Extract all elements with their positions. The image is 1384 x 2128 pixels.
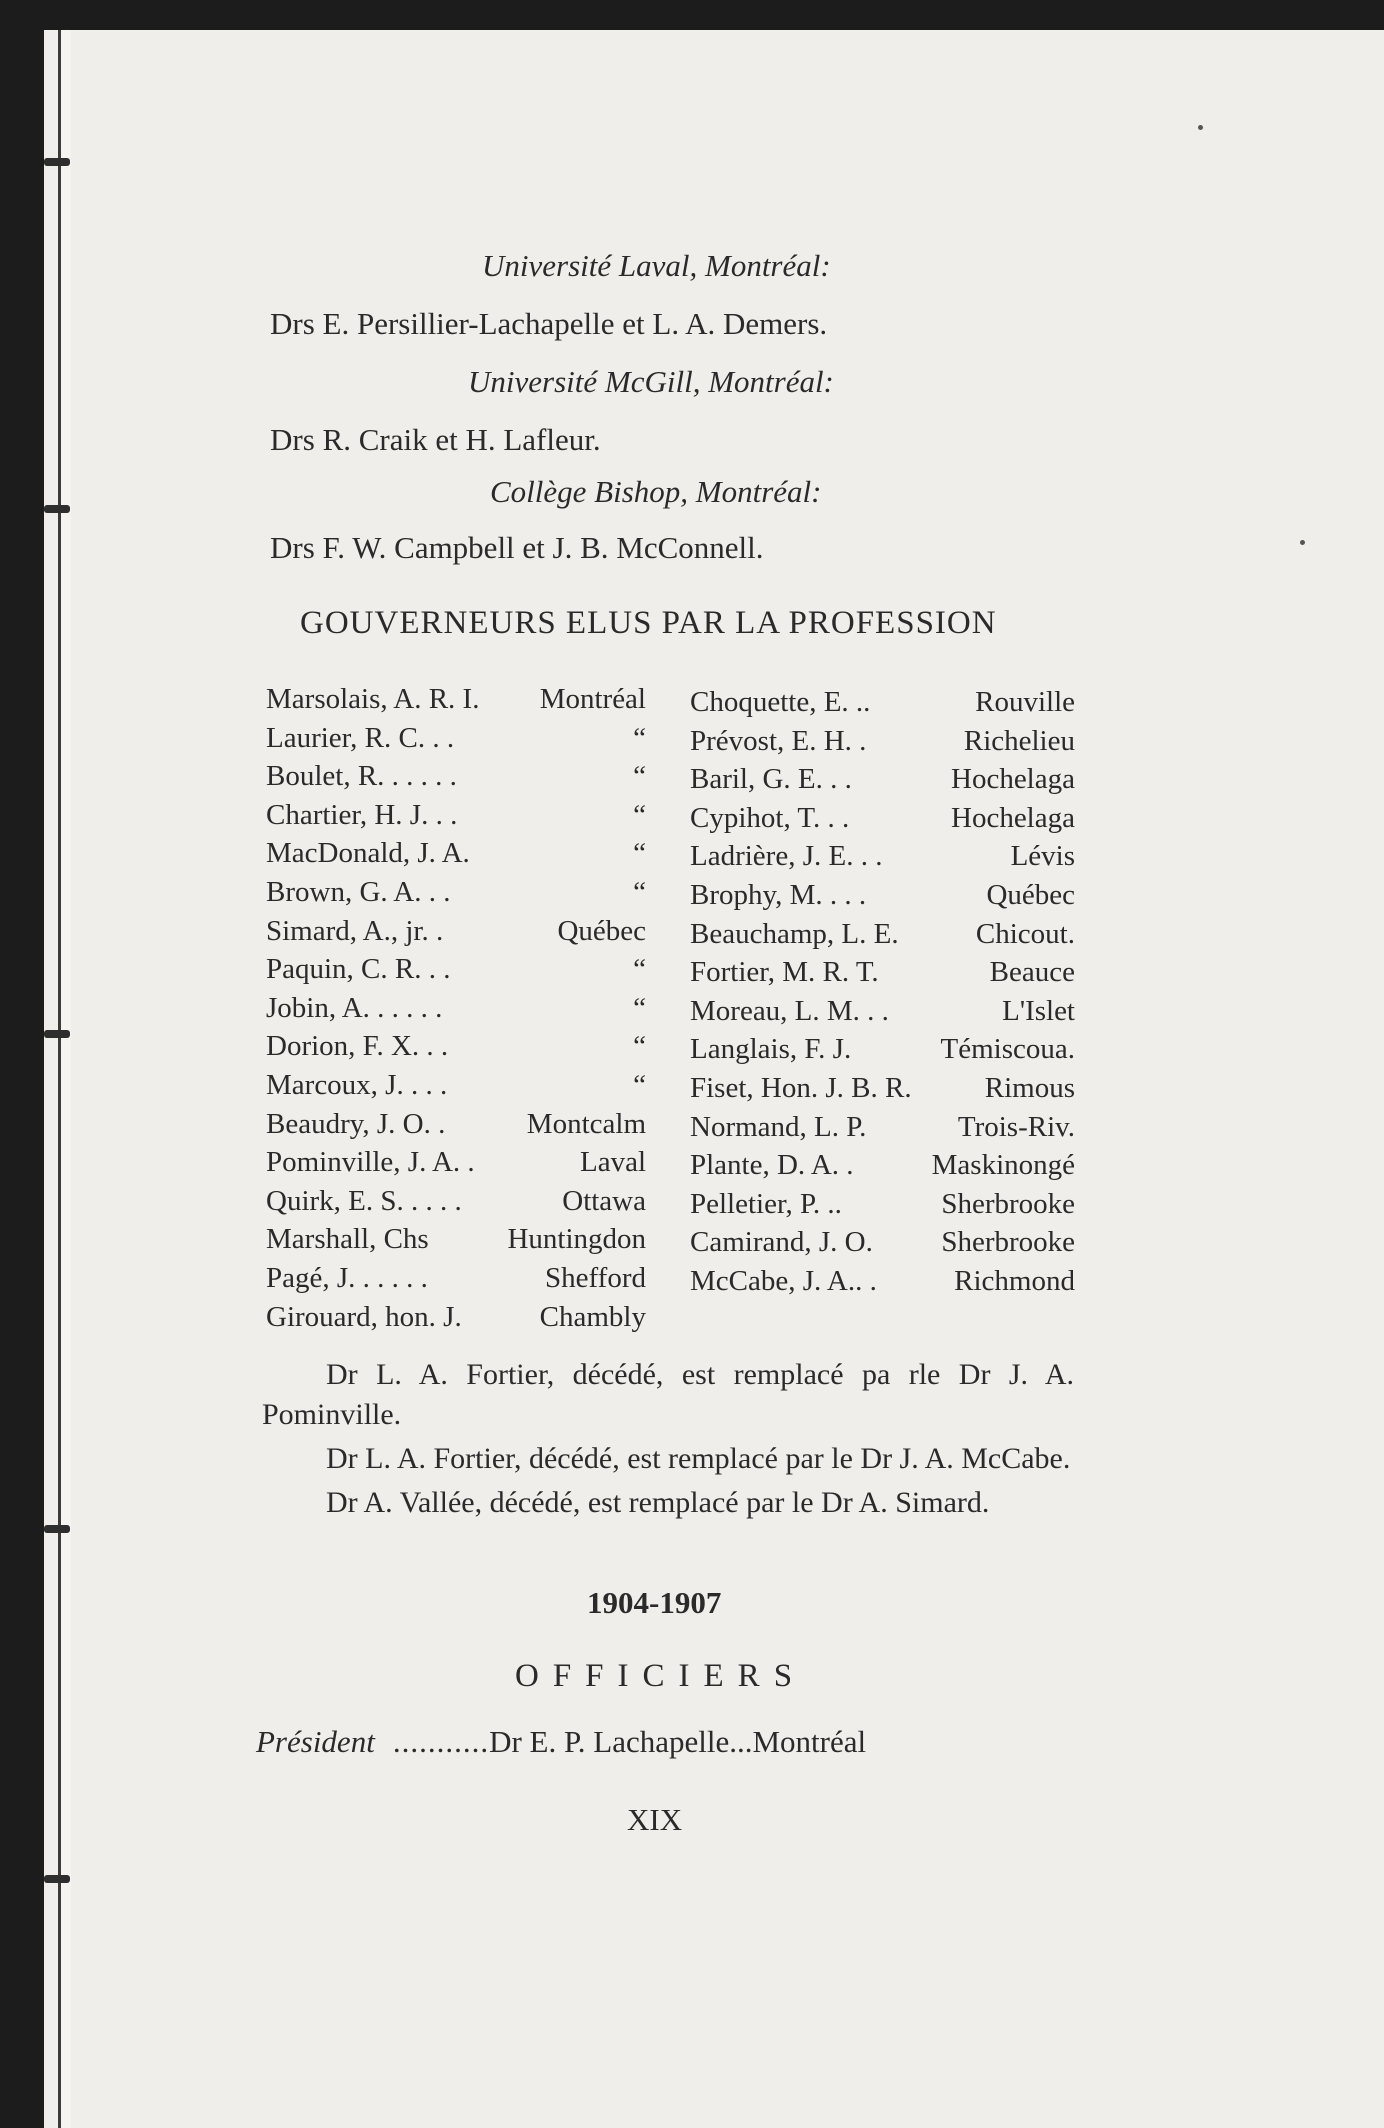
- governor-name: Moreau, L. M. . .: [690, 994, 889, 1027]
- governor-name: Paquin, C. R. . .: [266, 953, 451, 986]
- governor-row: [690, 722, 1075, 761]
- page-number: XIX: [627, 1802, 683, 1837]
- governors-heading: GOUVERNEURS ELUS PAR LA PROFESSION: [300, 605, 997, 641]
- governor-place: Hochelaga: [951, 763, 1075, 796]
- governor-row: [266, 1298, 646, 1337]
- governor-place: “: [633, 875, 646, 908]
- bishop-names: Drs F. W. Campbell et J. B. McConnell.: [270, 530, 764, 565]
- officers-heading: OFFICIERS: [515, 1658, 807, 1694]
- governor-row: [690, 683, 1075, 722]
- governor-place: Chicout.: [975, 917, 1075, 950]
- governor-name: Plante, D. A. .: [690, 1149, 854, 1182]
- replacement-note: Dr A. Vallée, décédé, est remplacé par le Dr A. Simard.: [326, 1486, 990, 1519]
- bishop-heading: Collège Bishop, Montréal:: [490, 474, 822, 509]
- governor-name: Ladrière, J. E. . .: [690, 840, 883, 873]
- governor-row: [266, 757, 646, 796]
- governor-row: [266, 1259, 646, 1298]
- governor-name: Jobin, A. . . . . .: [266, 991, 443, 1024]
- governor-place: Montcalm: [526, 1107, 646, 1140]
- governor-name: Simard, A., jr. .: [266, 914, 444, 947]
- governor-row: [266, 912, 646, 951]
- governor-place: Maskinongé: [931, 1149, 1075, 1182]
- governor-name: Pelletier, P. ..: [690, 1187, 842, 1220]
- governor-place: “: [633, 760, 646, 793]
- governor-row: [690, 1185, 1075, 1224]
- governor-name: McCabe, J. A.. .: [690, 1264, 877, 1297]
- governor-row: [266, 719, 646, 758]
- governor-place: Sherbrooke: [941, 1187, 1075, 1220]
- governor-name: Beauchamp, L. E.: [690, 917, 899, 950]
- governor-name: Chartier, H. J. . .: [266, 798, 458, 831]
- governors-left-column: [266, 680, 646, 1336]
- replacements-block: [262, 1355, 1074, 1527]
- replacement-note: Dr L. A. Fortier, décédé, est remplacé par le Dr J. A. McCabe.: [326, 1442, 1071, 1475]
- governor-place: “: [633, 1068, 646, 1101]
- governor-name: Dorion, F. X. . .: [266, 1030, 449, 1063]
- year-heading: 1904-1907: [587, 1585, 722, 1620]
- governor-name: Normand, L. P.: [690, 1110, 867, 1143]
- governor-place: Rimous: [984, 1071, 1075, 1104]
- governor-row: [266, 1027, 646, 1066]
- governor-row: [266, 1182, 646, 1221]
- governor-name: Choquette, E. ..: [690, 686, 871, 718]
- governor-name: Prévost, E. H. .: [690, 724, 867, 757]
- governor-name: Cypihot, T. . .: [690, 801, 850, 834]
- governors-right-column: [690, 683, 1075, 1301]
- governor-place: “: [633, 798, 646, 831]
- replacement-note: Dr L. A. Fortier, décédé, est remplacé pa rle Dr J. A. Pominville.: [262, 1358, 1074, 1431]
- governor-row: [266, 834, 646, 873]
- governor-place: L'Islet: [1002, 994, 1075, 1027]
- mcgill-heading: Université McGill, Montréal:: [468, 364, 834, 399]
- governor-name: Brown, G. A. . .: [266, 875, 451, 908]
- laval-names: Drs E. Persillier-Lachapelle et L. A. Demers.: [270, 306, 828, 341]
- president-title: Président: [256, 1724, 375, 1759]
- governor-row: [266, 1143, 646, 1182]
- governor-name: Marsolais, A. R. I.: [266, 683, 480, 715]
- president-name: Dr E. P. Lachapelle...Montréal: [489, 1724, 867, 1759]
- governor-row: [266, 796, 646, 835]
- governor-name: MacDonald, J. A.: [266, 837, 470, 870]
- governor-place: “: [633, 721, 646, 754]
- governor-row: [690, 760, 1075, 799]
- governor-name: Pominville, J. A. .: [266, 1146, 475, 1179]
- governor-name: Fortier, M. R. T.: [690, 956, 879, 989]
- governor-name: Langlais, F. J.: [690, 1033, 852, 1066]
- governor-name: Pagé, J. . . . . .: [266, 1261, 428, 1294]
- governor-place: Québec: [986, 878, 1075, 911]
- governor-row: [266, 1066, 646, 1105]
- governor-place: Hochelaga: [951, 801, 1075, 834]
- governor-place: Montréal: [539, 683, 646, 715]
- governor-place: Richmond: [954, 1264, 1075, 1297]
- governor-name: Beaudry, J. O. .: [266, 1107, 446, 1140]
- governor-name: Girouard, hon. J.: [266, 1300, 462, 1333]
- governor-place: Richelieu: [963, 724, 1075, 757]
- governor-place: “: [633, 991, 646, 1024]
- governor-name: Laurier, R. C. . .: [266, 721, 455, 754]
- governor-row: [690, 799, 1075, 838]
- governor-row: [266, 950, 646, 989]
- governor-name: Brophy, M. . . .: [690, 878, 867, 911]
- governor-name: Camirand, J. O.: [690, 1226, 873, 1259]
- laval-heading: Université Laval, Montréal:: [482, 248, 831, 283]
- governor-row: [690, 1262, 1075, 1301]
- governor-place: “: [633, 1030, 646, 1063]
- governor-name: Quirk, E. S. . . . .: [266, 1184, 462, 1217]
- governor-row: [690, 992, 1075, 1031]
- governor-place: Lévis: [1010, 840, 1075, 873]
- governor-row: [690, 1069, 1075, 1108]
- governor-place: Rouville: [975, 686, 1075, 718]
- governor-row: [690, 1146, 1075, 1185]
- president-line: [256, 1722, 1076, 1762]
- governor-place: Huntingdon: [507, 1223, 646, 1256]
- governor-name: Boulet, R. . . . . .: [266, 760, 457, 793]
- governor-name: Baril, G. E. . .: [690, 763, 852, 796]
- governor-name: Marshall, Chs: [266, 1223, 429, 1256]
- governor-row: [266, 1220, 646, 1259]
- governor-row: [266, 989, 646, 1028]
- governor-place: Beauce: [989, 956, 1075, 989]
- governor-place: Shefford: [545, 1261, 646, 1294]
- governor-row: [690, 876, 1075, 915]
- governor-place: Sherbrooke: [941, 1226, 1075, 1259]
- governor-place: Ottawa: [562, 1184, 646, 1217]
- governor-row: [690, 1223, 1075, 1262]
- governor-place: Trois-Riv.: [957, 1110, 1075, 1143]
- governor-place: “: [633, 837, 646, 870]
- governor-row: [690, 915, 1075, 954]
- governor-place: Québec: [557, 914, 646, 947]
- governor-row: [266, 680, 646, 719]
- governor-row: [690, 1108, 1075, 1147]
- governor-place: Témiscoua.: [940, 1033, 1075, 1066]
- president-leader-dots: ...........: [392, 1724, 490, 1759]
- governor-row: [266, 873, 646, 912]
- governor-place: Laval: [579, 1146, 646, 1179]
- governor-place: Chambly: [539, 1300, 646, 1333]
- governor-name: Marcoux, J. . . .: [266, 1068, 448, 1101]
- governor-row: [690, 837, 1075, 876]
- governor-name: Fiset, Hon. J. B. R.: [690, 1071, 912, 1104]
- governor-row: [690, 953, 1075, 992]
- mcgill-names: Drs R. Craik et H. Lafleur.: [270, 422, 601, 457]
- governor-row: [690, 1030, 1075, 1069]
- governor-row: [266, 1105, 646, 1144]
- governor-place: “: [633, 953, 646, 986]
